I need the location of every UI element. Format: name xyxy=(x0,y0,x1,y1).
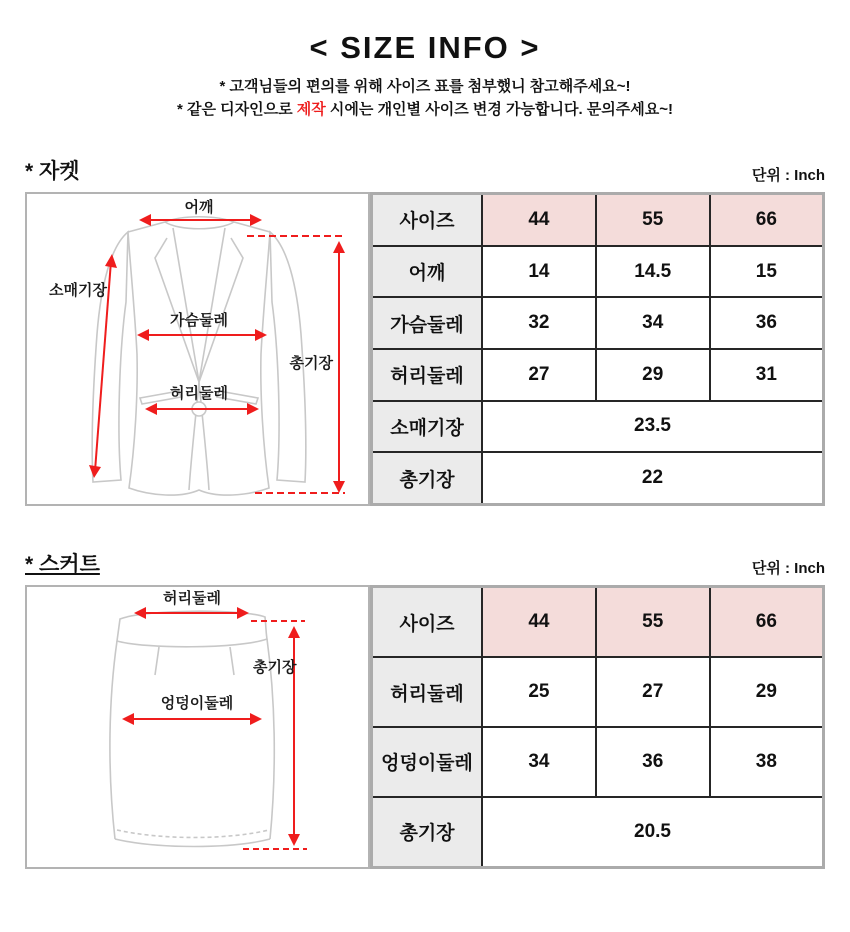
sleeve-length-label: 소매기장 xyxy=(49,282,107,299)
value-cell: 34 xyxy=(596,297,710,349)
row-label-cell: 사이즈 xyxy=(372,194,483,246)
page-title: < SIZE INFO > xyxy=(309,30,541,65)
value-cell: 36 xyxy=(596,727,710,797)
value-cell: 27 xyxy=(482,349,596,401)
jacket-section-header xyxy=(25,155,825,185)
waist-label: 허리둘레 xyxy=(170,385,228,402)
table-row xyxy=(372,452,824,504)
row-label-cell: 사이즈 xyxy=(372,587,483,658)
value-cell: 29 xyxy=(596,349,710,401)
value-cell: 31 xyxy=(710,349,824,401)
table-row xyxy=(372,401,824,453)
table-row xyxy=(372,657,824,727)
merged-value-cell: 22 xyxy=(482,452,824,504)
jacket-section-title: * 자켓 xyxy=(25,160,80,183)
total-length-label: 총기장 xyxy=(253,659,297,676)
jacket-section xyxy=(25,155,825,506)
size-value-cell: 66 xyxy=(710,587,824,658)
skirt-section-title: * 스커트 xyxy=(25,553,100,576)
skirt-section xyxy=(25,548,825,869)
value-cell: 27 xyxy=(596,657,710,727)
value-cell: 32 xyxy=(482,297,596,349)
row-label-cell: 총기장 xyxy=(372,452,483,504)
note-red-word: 제작 xyxy=(296,101,326,118)
skirt-section-header xyxy=(25,548,825,578)
size-value-cell: 44 xyxy=(482,194,596,246)
table-row xyxy=(372,349,824,401)
jacket-unit-label: 단위 : Inch xyxy=(751,167,825,184)
jacket-content xyxy=(25,192,825,506)
skirt-diagram xyxy=(25,585,370,869)
jacket-size-header-row xyxy=(372,194,824,246)
size-value-cell: 44 xyxy=(482,587,596,658)
value-cell: 36 xyxy=(710,297,824,349)
table-row xyxy=(372,727,824,797)
skirt-content xyxy=(25,585,825,869)
skirt-diagram-labels xyxy=(161,589,297,712)
skirt-drawing-svg xyxy=(27,587,368,867)
row-label-cell: 엉덩이둘레 xyxy=(372,727,483,797)
row-label-cell: 허리둘레 xyxy=(372,657,483,727)
value-cell: 38 xyxy=(710,727,824,797)
size-value-cell: 66 xyxy=(710,194,824,246)
jacket-line-art xyxy=(92,217,306,495)
jacket-drawing-svg xyxy=(27,194,368,504)
waist-label: 허리둘레 xyxy=(163,590,221,607)
row-label-cell: 어깨 xyxy=(372,246,483,298)
table-row xyxy=(372,797,824,868)
notes-block xyxy=(0,75,850,121)
value-cell: 34 xyxy=(482,727,596,797)
jacket-diagram xyxy=(25,192,370,506)
chest-label: 가슴둘레 xyxy=(170,312,228,329)
row-label-cell: 가슴둘레 xyxy=(372,297,483,349)
hip-label: 엉덩이둘레 xyxy=(160,695,234,712)
value-cell: 25 xyxy=(482,657,596,727)
row-label-cell: 소매기장 xyxy=(372,401,483,453)
value-cell: 29 xyxy=(710,657,824,727)
value-cell: 14 xyxy=(482,246,596,298)
merged-value-cell: 23.5 xyxy=(482,401,824,453)
total-length-label: 총기장 xyxy=(289,355,333,372)
size-value-cell: 55 xyxy=(596,194,710,246)
row-label-cell: 허리둘레 xyxy=(372,349,483,401)
note-line-1: * 고객님들의 편의를 위해 사이즈 표를 첨부했니 참고해주세요~! xyxy=(219,78,631,95)
table-row xyxy=(372,246,824,298)
skirt-size-table xyxy=(370,585,825,869)
skirt-size-header-row xyxy=(372,587,824,658)
size-value-cell: 55 xyxy=(596,587,710,658)
skirt-line-art xyxy=(110,611,274,846)
table-row xyxy=(372,297,824,349)
skirt-unit-label: 단위 : Inch xyxy=(751,560,825,577)
merged-value-cell: 20.5 xyxy=(482,797,824,868)
note-line-2: * 같은 디자인으로 제작 시에는 개인별 사이즈 변경 가능합니다. 문의주세요~! xyxy=(177,101,673,118)
row-label-cell: 총기장 xyxy=(372,797,483,868)
value-cell: 15 xyxy=(710,246,824,298)
shoulder-label: 어깨 xyxy=(184,199,214,216)
value-cell: 14.5 xyxy=(596,246,710,298)
jacket-size-table xyxy=(370,192,825,506)
